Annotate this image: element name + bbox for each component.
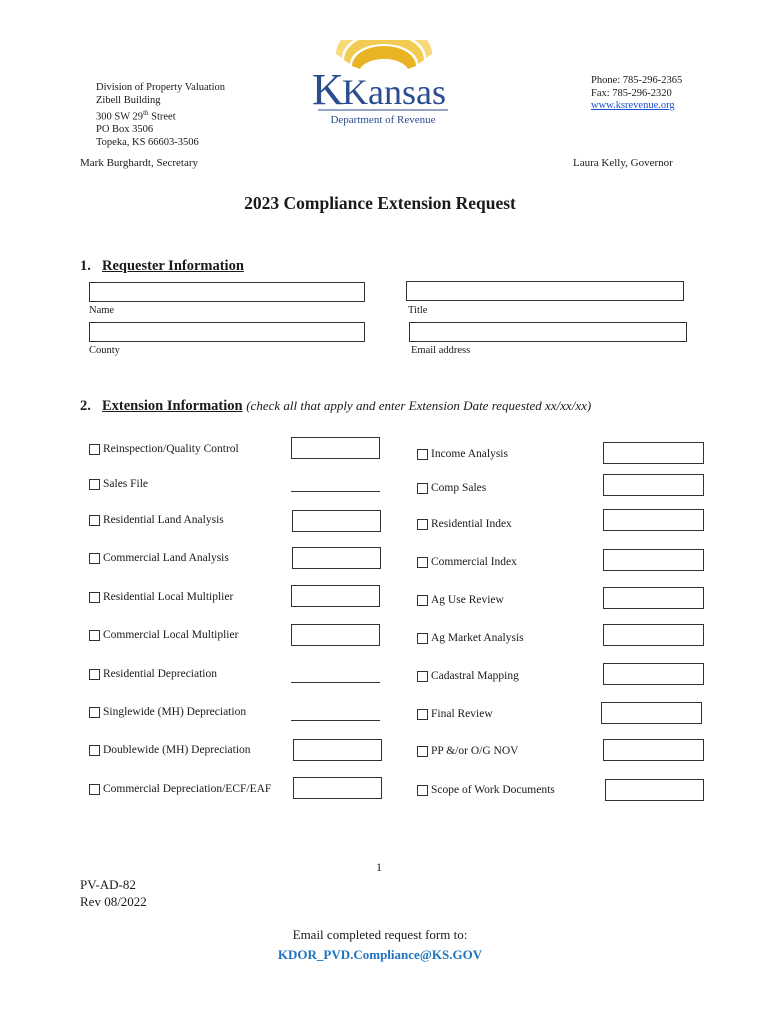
checkbox[interactable]: [417, 557, 428, 568]
date-input-scope-of-work[interactable]: [605, 779, 704, 801]
option-label: Comp Sales: [431, 482, 487, 494]
option-residential-multiplier[interactable]: [89, 591, 233, 603]
date-input-ag-use-review[interactable]: [603, 587, 704, 609]
section1-heading: [80, 258, 244, 275]
option-commercial-index[interactable]: [417, 556, 517, 568]
checkbox[interactable]: [89, 630, 100, 641]
section1-title: Requester Information: [102, 258, 244, 274]
option-label: Residential Index: [431, 518, 512, 530]
county-input[interactable]: [89, 322, 365, 342]
option-ag-market-analysis[interactable]: [417, 632, 524, 644]
date-input-residential-multiplier[interactable]: [291, 585, 380, 607]
option-pp-og-nov[interactable]: [417, 745, 518, 757]
option-label: Commercial Index: [431, 556, 517, 568]
option-commercial-depreciation[interactable]: [89, 783, 271, 795]
title-input[interactable]: [406, 281, 684, 301]
option-label: PP &/or O/G NOV: [431, 745, 519, 757]
address-line-pobox: PO Box 3506: [96, 124, 154, 136]
option-residential-index[interactable]: [417, 518, 512, 530]
name-input[interactable]: [89, 282, 365, 302]
checkbox[interactable]: [89, 553, 100, 564]
option-commercial-multiplier[interactable]: [89, 629, 238, 641]
date-input-sales-file[interactable]: [291, 470, 380, 492]
checkbox[interactable]: [417, 483, 428, 494]
option-singlewide-depreciation[interactable]: [89, 706, 246, 718]
option-reinspection[interactable]: [89, 443, 239, 455]
option-sales-file[interactable]: [89, 478, 148, 490]
sunflower-logo-icon: [308, 40, 458, 132]
option-label: Singlewide (MH) Depreciation: [103, 706, 247, 718]
date-input-commercial-depreciation[interactable]: [293, 777, 382, 799]
name-label: Name: [89, 305, 115, 316]
agency-contact: [591, 75, 682, 113]
option-label: Cadastral Mapping: [431, 670, 519, 682]
address-line-division: Division of Property Valuation: [96, 82, 226, 93]
date-input-pp-og-nov[interactable]: [603, 739, 704, 761]
date-input-ag-market-analysis[interactable]: [603, 624, 704, 646]
checkbox[interactable]: [417, 519, 428, 530]
governor-name: Laura Kelly, Governor: [573, 157, 673, 169]
date-input-commercial-index[interactable]: [603, 549, 704, 571]
secretary-name: Mark Burghardt, Secretary: [80, 157, 199, 169]
option-commercial-land[interactable]: [89, 552, 229, 564]
checkbox[interactable]: [89, 592, 100, 603]
checkbox[interactable]: [89, 784, 100, 795]
date-input-reinspection[interactable]: [291, 437, 380, 459]
address-line-city: Topeka, KS 66603-3506: [96, 136, 199, 148]
option-label: Reinspection/Quality Control: [103, 443, 239, 455]
date-input-residential-land[interactable]: [292, 510, 381, 532]
checkbox[interactable]: [89, 444, 100, 455]
section2-heading: [80, 398, 591, 415]
logo-k: K: [312, 65, 344, 114]
section2-instructions: (check all that apply and enter Extension Date requested xx/xx/xx): [246, 398, 592, 413]
form-id: [80, 876, 147, 910]
option-label: Residential Land Analysis: [103, 514, 224, 526]
checkbox[interactable]: [417, 633, 428, 644]
option-residential-depreciation[interactable]: [89, 668, 217, 680]
option-label: Final Review: [431, 708, 493, 720]
option-label: Residential Depreciation: [103, 668, 218, 680]
logo-word: Kansas: [342, 72, 446, 112]
email-input[interactable]: [409, 322, 687, 342]
date-input-singlewide-depreciation[interactable]: [291, 699, 380, 721]
date-input-residential-index[interactable]: [603, 509, 704, 531]
option-doublewide-depreciation[interactable]: [89, 744, 251, 756]
checkbox[interactable]: [89, 707, 100, 718]
address-line-street: 300 SW 29th Street: [96, 109, 176, 123]
date-input-commercial-land[interactable]: [292, 547, 381, 569]
website-link[interactable]: www.ksrevenue.org: [591, 100, 675, 112]
logo-subtitle: Department of Revenue: [330, 114, 436, 126]
checkbox[interactable]: [417, 671, 428, 682]
page-title: 2023 Compliance Extension Request: [244, 193, 516, 213]
checkbox[interactable]: [89, 479, 100, 490]
section1-number: 1.: [80, 258, 91, 274]
option-comp-sales[interactable]: [417, 482, 486, 494]
form-number: PV-AD-82: [80, 877, 136, 892]
phone-number: Phone: 785-296-2365: [591, 75, 683, 86]
checkbox[interactable]: [417, 746, 428, 757]
option-label: Ag Use Review: [431, 594, 504, 606]
date-input-residential-depreciation[interactable]: [291, 661, 380, 683]
date-input-doublewide-depreciation[interactable]: [293, 739, 382, 761]
date-input-final-review[interactable]: [601, 702, 702, 724]
date-input-cadastral-mapping[interactable]: [603, 663, 704, 685]
section2-title: Extension Information: [102, 398, 243, 414]
option-income-analysis[interactable]: [417, 448, 508, 460]
option-cadastral-mapping[interactable]: [417, 670, 519, 682]
date-input-comp-sales[interactable]: [603, 474, 704, 496]
option-label: Sales File: [103, 478, 149, 490]
option-label: Commercial Local Multiplier: [103, 629, 239, 641]
checkbox[interactable]: [89, 745, 100, 756]
option-residential-land[interactable]: [89, 514, 224, 526]
option-ag-use-review[interactable]: [417, 594, 504, 606]
checkbox[interactable]: [417, 709, 428, 720]
submission-email-link[interactable]: KDOR_PVD.Compliance@KS.GOV: [277, 947, 483, 962]
checkbox[interactable]: [417, 595, 428, 606]
checkbox[interactable]: [89, 669, 100, 680]
address-line-building: Zibell Building: [96, 94, 161, 106]
option-label: Doublewide (MH) Depreciation: [103, 744, 251, 756]
option-label: Income Analysis: [431, 448, 508, 460]
kansas-dor-logo: [308, 40, 458, 132]
date-input-commercial-multiplier[interactable]: [291, 624, 380, 646]
county-label: County: [89, 345, 120, 356]
checkbox[interactable]: [417, 785, 428, 796]
page-number: 1: [376, 860, 382, 874]
option-label: Commercial Depreciation/ECF/EAF: [103, 783, 272, 795]
option-label: Ag Market Analysis: [431, 632, 524, 644]
option-label: Commercial Land Analysis: [103, 552, 229, 564]
checkbox[interactable]: [417, 449, 428, 460]
email-label: Email address: [411, 345, 471, 356]
option-scope-of-work[interactable]: [417, 784, 555, 796]
option-label: Residential Local Multiplier: [103, 591, 234, 603]
checkbox[interactable]: [89, 515, 100, 526]
form-revision: Rev 08/2022: [80, 894, 147, 909]
option-label: Scope of Work Documents: [431, 784, 555, 796]
email-instruction: Email completed request form to:: [292, 927, 468, 942]
date-input-income-analysis[interactable]: [603, 442, 704, 464]
agency-address: [96, 82, 225, 149]
fax-number: Fax: 785-296-2320: [591, 87, 672, 99]
section2-number: 2.: [80, 398, 91, 414]
title-label: Title: [408, 305, 428, 316]
option-final-review[interactable]: [417, 708, 493, 720]
